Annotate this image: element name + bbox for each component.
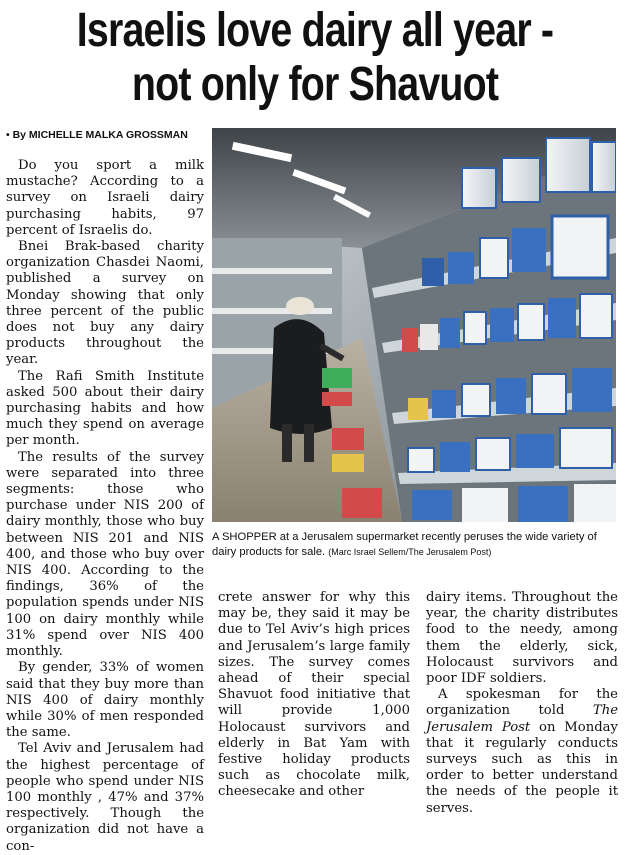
article-paragraph xyxy=(426,687,618,817)
article-paragraph: By gender, 33% of women said that they buy more than NIS 400 of dairy monthly while 30% of men responded the same. xyxy=(6,660,204,741)
article-column-1 xyxy=(6,158,204,855)
headline-line-1: Israelis love dairy all year - xyxy=(76,4,554,57)
article-paragraph: crete answer for why this may be, they said it may be due to Tel Aviv’s high prices and Jerusalem’s large family sizes. The survey comes ahead of their special Shavuot food initiative that will provide 1,000 Holocaust survivors and elderly in Bat Yam with festive holiday products such as chocolate milk, cheesecake and other xyxy=(218,590,410,800)
photo-credit: (Marc Israel Sellem/The Jerusalem Post) xyxy=(328,546,492,557)
article-paragraph: The results of the survey were separated into three segments: those who purchase under NIS 200 of dairy monthly, those who buy between NIS 201 and NIS 400, and those who buy over NIS 400. According to the findings, 36% of the population spends under NIS 100 on dairy monthly while 31% spend over NIS 400 monthly. xyxy=(6,449,204,660)
paragraph-text: on Monday that it regularly conducts surveys such as this in order to better understand the needs of the people it serves. xyxy=(426,719,618,816)
caption-text: A SHOPPER at a Jerusalem supermarket recently peruses the wide variety of dairy products for sale. xyxy=(212,531,597,558)
article-column-2 xyxy=(218,590,410,801)
publication-name: The Jerusalem Post xyxy=(426,703,618,735)
supermarket-photo xyxy=(212,128,616,522)
article-paragraph: Tel Aviv and Jerusalem had the highest percentage of people who spend under NIS 100 monthly , 47% and 37% respectively. Though the organization did not have a con- xyxy=(6,741,204,854)
headline-line-2: not only for Shavuot xyxy=(131,58,499,111)
photo-caption xyxy=(212,530,624,559)
headline xyxy=(57,4,574,112)
article-paragraph: dairy items. Throughout the year, the charity distributes food to the needy, among them the elderly, sick, Holocaust survivors and poor IDF soldiers. xyxy=(426,590,618,687)
article-column-3 xyxy=(426,590,618,817)
dairy-aisle-illustration xyxy=(212,128,616,522)
paragraph-text: A spokesman for the organization told xyxy=(426,687,618,719)
article-paragraph: The Rafi Smith Institute asked 500 about their dairy purchasing habits and how much they spend on average per month. xyxy=(6,368,204,449)
byline: • By MICHELLE MALKA GROSSMAN xyxy=(6,129,188,141)
article-paragraph: Do you sport a milk mustache? According to a survey on Israeli dairy purchasing habits, 97 percent of Israelis do. xyxy=(6,158,204,238)
article-paragraph: Bnei Brak-based charity organization Chasdei Naomi, published a survey on Monday showing that only three percent of the public does not buy any dairy products throughout the year. xyxy=(6,239,204,368)
